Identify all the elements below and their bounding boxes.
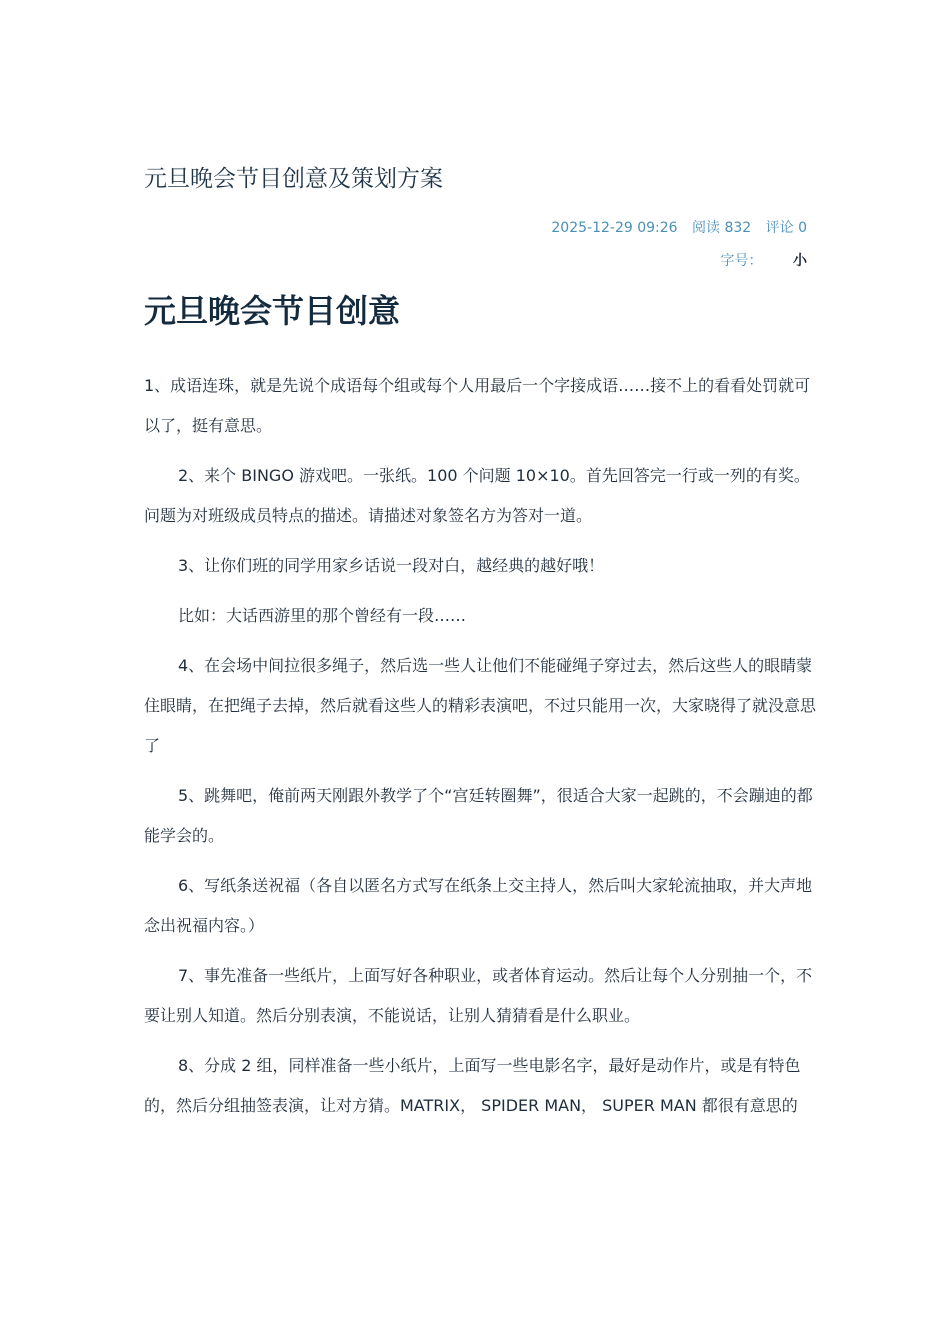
paragraph: 7、事先准备一些纸片，上面写好各种职业，或者体育运动。然后让每个人分别抽一个，不要让别人知道。然后分别表演，不能说话，让别人猜猜看是什么职业。 <box>144 966 813 1025</box>
article-body <box>144 366 816 1136</box>
section-heading: 元旦晚会节目创意 <box>144 292 401 330</box>
paragraph: 2、来个 BINGO 游戏吧。一张纸。100 个问题 10×10。首先回答完一行或一列的有奖。问题为对班级成员特点的描述。请描述对象签名方为答对一道。 <box>144 466 810 525</box>
font-size-small-button[interactable]: 小 <box>793 253 807 269</box>
article-title: 元旦晚会节目创意及策划方案 <box>144 166 443 192</box>
article-meta <box>551 218 807 238</box>
paragraph: 8、分成 2 组，同样准备一些小纸片，上面写一些电影名字，最好是动作片，或是有特色的，然后分组抽签表演，让对方猜。MATRIX， SPIDER MAN， SUPER MAN 都很有意思的 <box>144 1056 801 1115</box>
paragraph: 6、写纸条送祝福（各自以匿名方式写在纸条上交主持人，然后叫大家轮流抽取，并大声地念出祝福内容。） <box>144 876 813 935</box>
paragraph: 1、成语连珠，就是先说个成语每个组或每个人用最后一个字接成语……接不上的看看处罚就可以了，挺有意思。 <box>144 376 811 435</box>
paragraph: 5、跳舞吧，俺前两天刚跟外教学了个“宫廷转圈舞”，很适合大家一起跳的，不会蹦迪的都能学会的。 <box>144 786 813 845</box>
paragraph: 4、在会场中间拉很多绳子，然后选一些人让他们不能碰绳子穿过去，然后这些人的眼睛蒙住眼睛，在把绳子去掉，然后就看这些人的精彩表演吧，不过只能用一次，大家晓得了就没意思了 <box>144 656 817 755</box>
paragraph: 比如：大话西游里的那个曾经有一段…… <box>178 606 467 625</box>
font-size-control <box>721 251 807 271</box>
publish-datetime: 2025-12-29 09:26 <box>551 220 678 236</box>
paragraph: 3、让你们班的同学用家乡话说一段对白，越经典的越好哦！ <box>178 556 605 575</box>
font-size-label: 字号： <box>720 253 763 269</box>
read-count: 阅读 832 <box>692 220 752 236</box>
comment-count[interactable]: 评论 0 <box>765 220 807 236</box>
